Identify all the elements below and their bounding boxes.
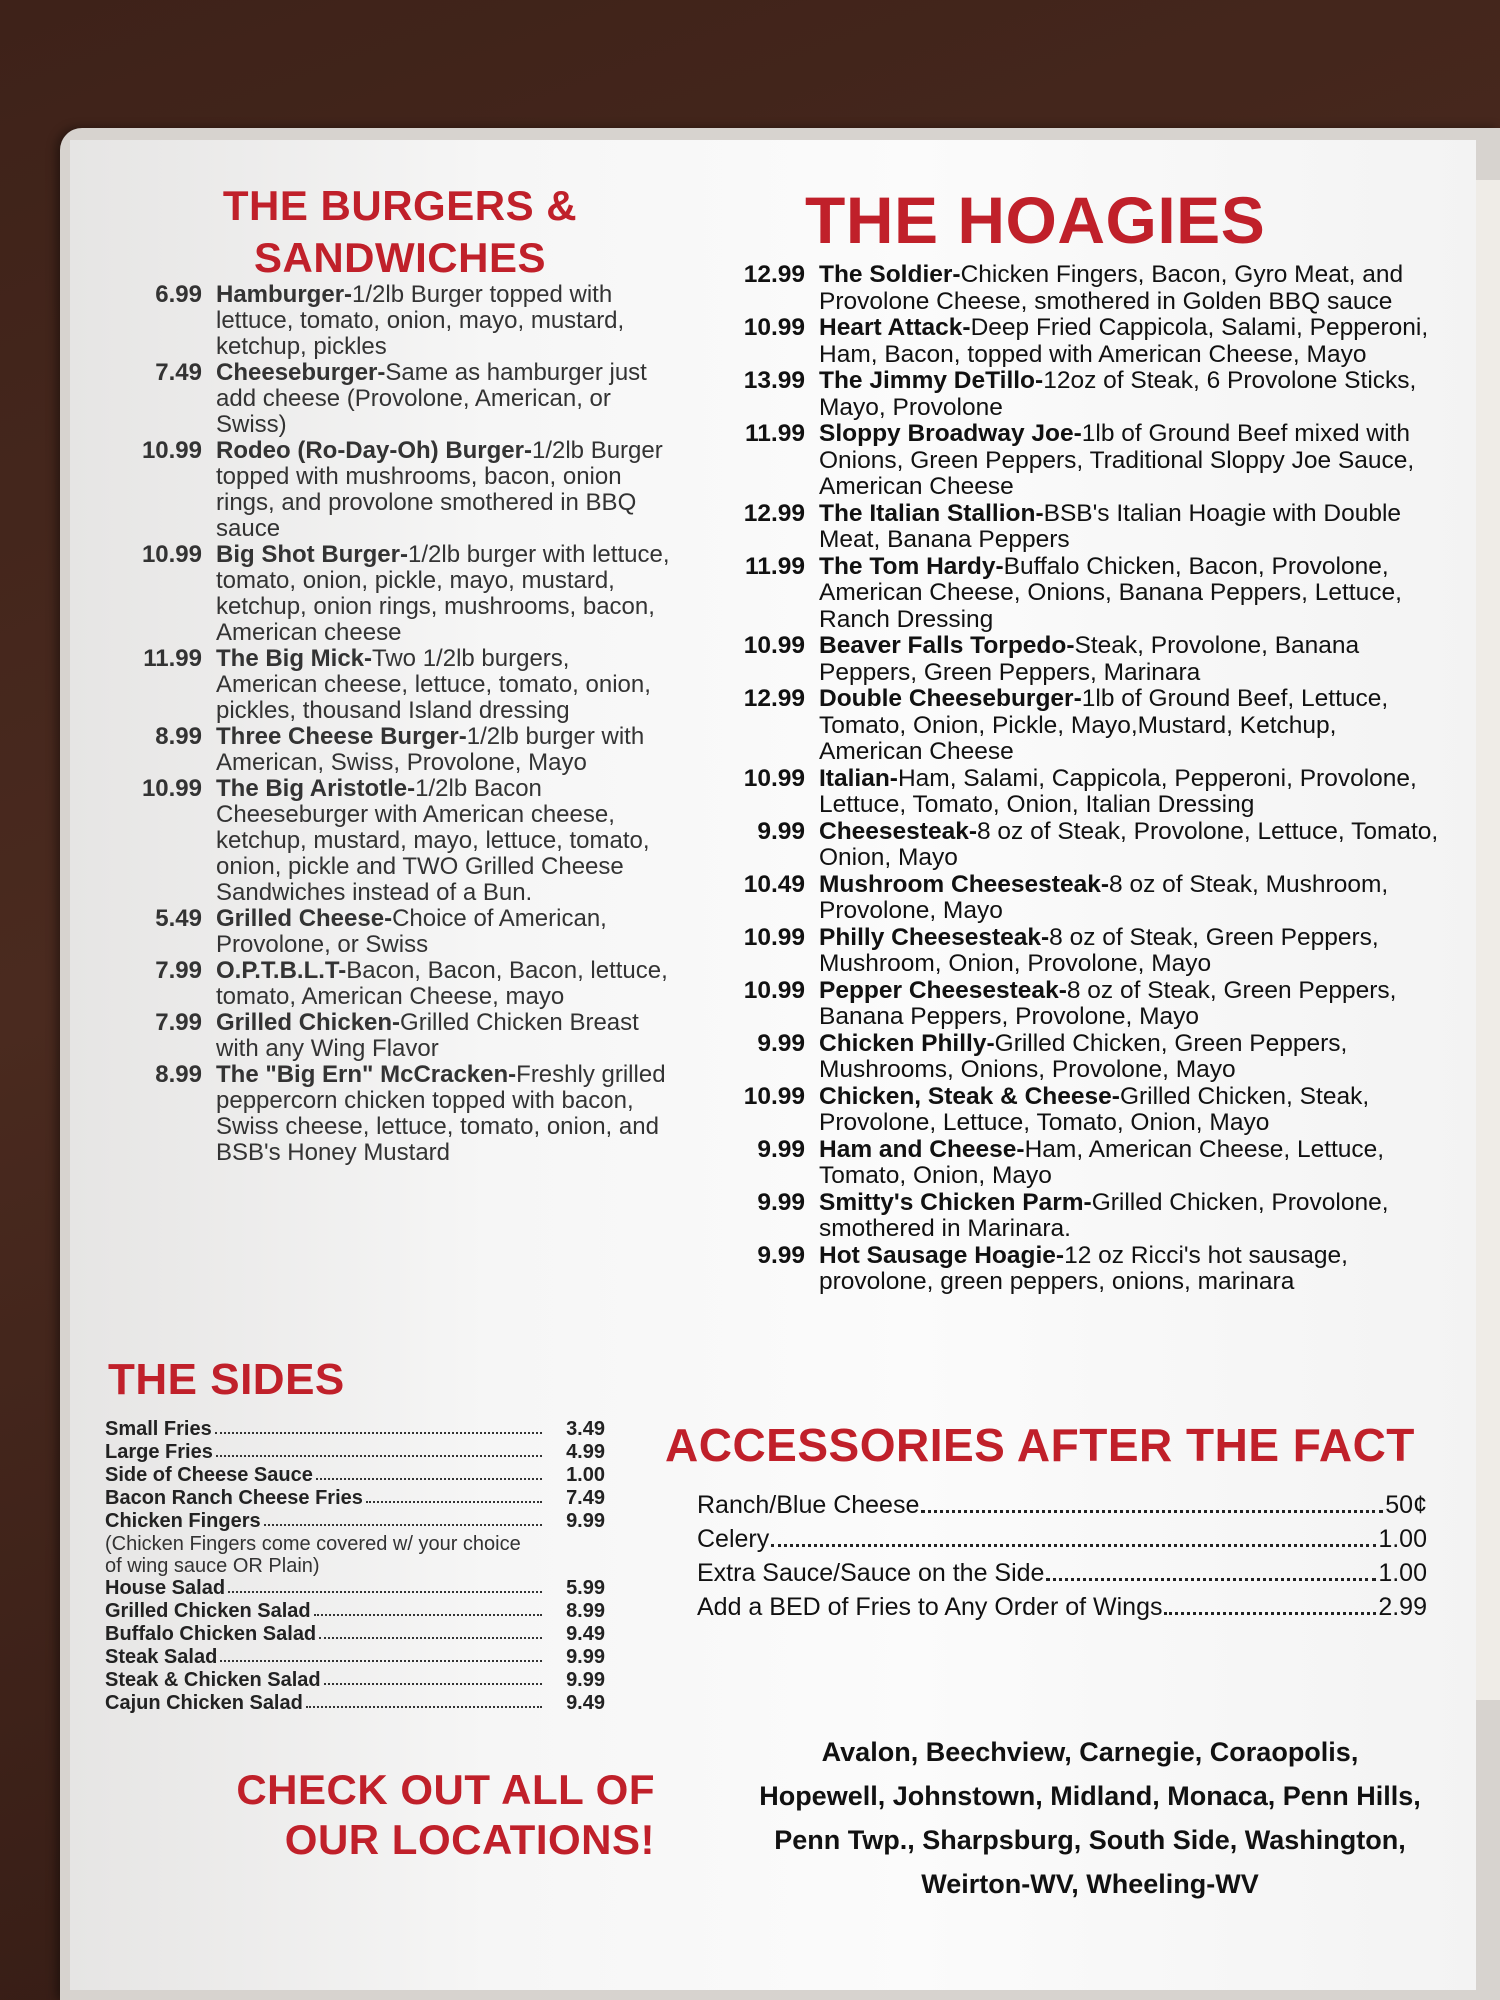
item-description: 1/2lb Burger topped with lettuce, tomato, onion, mayo, mustard, ketchup, pickles	[216, 281, 625, 360]
item-name: Hamburger-	[216, 281, 353, 308]
item-text	[819, 766, 1440, 819]
item-text	[819, 501, 1440, 554]
item-price: 7.49	[155, 359, 202, 386]
item-description: BSB's Italian Hoagie with Double Meat, Banana Peppers	[819, 499, 1402, 553]
item-text	[819, 819, 1440, 872]
item-name: Chicken Philly-	[819, 1029, 995, 1057]
dot-leader	[1164, 1590, 1376, 1615]
side-note: (Chicken Fingers come covered w/ your choice of wing sauce OR Plain)	[105, 1533, 521, 1577]
item-price: 10.99	[743, 314, 805, 341]
item-text	[216, 360, 670, 438]
side-item	[105, 1669, 605, 1692]
item-price: 8.99	[155, 1061, 202, 1088]
item-price: 9.99	[757, 1188, 805, 1216]
menu-item	[110, 542, 670, 646]
item-text	[819, 925, 1440, 978]
item-description: Grilled Chicken, Green Peppers, Mushrooms, Onions, Provolone, Mayo	[819, 1029, 1348, 1083]
item-description: Two 1/2lb burgers, American cheese, lettuce, tomato, onion, pickles, thousand Island dressing	[216, 645, 651, 724]
item-description: Ham, Salami, Cappicola, Pepperoni, Provolone, Lettuce, Tomato, Onion, Italian Dressing	[819, 764, 1417, 818]
menu-item	[720, 872, 1440, 925]
item-description: 8 oz of Steak, Green Peppers, Banana Peppers, Provolone, Mayo	[819, 976, 1397, 1030]
item-text	[216, 906, 670, 958]
menu-item	[720, 1031, 1440, 1084]
item-description: Buffalo Chicken, Bacon, Provolone, American Cheese, Onions, Banana Peppers, Lettuce, Ranch Dressing	[819, 552, 1402, 633]
menu-item	[720, 1190, 1440, 1243]
locations-heading: CHECK OUT ALL OF OUR LOCATIONS!	[236, 1766, 655, 1863]
dot-leader	[316, 1464, 542, 1480]
side-item	[105, 1418, 605, 1441]
dot-leader	[215, 1418, 542, 1434]
item-text	[819, 554, 1440, 634]
item-price: 10.49	[743, 870, 805, 898]
item-description: 1/2lb burger with American, Swiss, Provolone, Mayo	[216, 723, 645, 776]
dot-leader	[314, 1600, 542, 1616]
sides-list	[105, 1418, 605, 1715]
item-name: Heart Attack-	[819, 314, 971, 341]
item-text	[216, 438, 670, 542]
side-price: 1.00	[566, 1464, 605, 1486]
item-name: Sloppy Broadway Joe-	[819, 420, 1082, 447]
item-text	[216, 1010, 670, 1062]
item-description: 1lb of Ground Beef, Lettuce, Tomato, Onion, Pickle, Mayo,Mustard, Ketchup, American Cheese	[819, 685, 1389, 765]
menu-item	[110, 776, 670, 906]
item-price: 12.99	[743, 261, 805, 288]
item-name: The Big Aristotle-	[216, 775, 416, 802]
item-price: 12.99	[743, 685, 805, 712]
burgers-list	[110, 282, 670, 1166]
item-price: 11.99	[745, 552, 805, 580]
item-price: 9.99	[757, 817, 805, 845]
side-item	[105, 1441, 605, 1464]
item-price: 9.99	[757, 1135, 805, 1163]
menu-item	[110, 1010, 670, 1062]
locations-list	[720, 1730, 1460, 1906]
side-price: 3.49	[566, 1418, 605, 1440]
side-price: 4.99	[566, 1441, 605, 1463]
burgers-section-title: THE BURGERS & SANDWICHES	[222, 182, 578, 281]
accessory-price: 1.00	[1378, 1525, 1427, 1553]
side-item	[105, 1577, 605, 1600]
side-price: 5.99	[566, 1577, 605, 1599]
menu-item	[720, 766, 1440, 819]
item-name: The Soldier-	[819, 261, 961, 288]
item-price: 6.99	[155, 281, 202, 308]
item-name: Grilled Cheese-	[216, 905, 393, 932]
item-name: Big Shot Burger-	[216, 541, 408, 568]
item-price: 7.99	[155, 1009, 202, 1036]
menu-item	[720, 315, 1440, 368]
dot-leader	[366, 1487, 542, 1503]
side-price: 9.49	[566, 1623, 605, 1645]
item-price: 12.99	[743, 499, 805, 527]
item-name: Cheesesteak-	[819, 817, 977, 845]
side-item	[105, 1646, 605, 1669]
item-price: 10.99	[743, 923, 805, 951]
item-description: 1/2lb burger with lettuce, tomato, onion, pickle, mayo, mustard, ketchup, onion rings, mushrooms, bacon, American cheese	[216, 541, 670, 646]
side-item	[105, 1487, 605, 1510]
item-text	[819, 368, 1440, 421]
item-name: The Italian Stallion-	[819, 499, 1044, 527]
menu-item	[720, 686, 1440, 766]
item-text	[819, 1137, 1440, 1190]
menu-item	[720, 1084, 1440, 1137]
item-description: Grilled Chicken, Provolone, smothered in Marinara.	[819, 1188, 1389, 1242]
item-name: Grilled Chicken-	[216, 1009, 401, 1036]
location-line: Hopewell, Johnstown, Midland, Monaca, Penn Hills,	[759, 1781, 1421, 1811]
menu-item	[720, 1243, 1440, 1296]
dot-leader	[220, 1646, 542, 1662]
side-name: Side of Cheese Sauce	[105, 1464, 313, 1486]
item-text	[216, 724, 670, 776]
item-text	[216, 1062, 670, 1166]
side-price: 9.99	[566, 1669, 605, 1691]
menu-item	[720, 925, 1440, 978]
menu-item	[110, 646, 670, 724]
item-description: Choice of American, Provolone, or Swiss	[216, 905, 607, 958]
hoagies-list	[720, 262, 1440, 1296]
side-item	[105, 1623, 605, 1646]
item-price: 7.99	[155, 957, 202, 984]
item-description: 8 oz of Steak, Green Peppers, Mushroom, Onion, Provolone, Mayo	[819, 923, 1379, 977]
item-description: Steak, Provolone, Banana Peppers, Green Peppers, Marinara	[819, 632, 1360, 686]
item-price: 9.99	[757, 1241, 805, 1269]
item-description: Same as hamburger just add cheese (Provolone, American, or Swiss)	[216, 359, 647, 438]
item-text	[216, 958, 670, 1010]
item-name: The Jimmy DeTillo-	[819, 367, 1044, 394]
item-description: 8 oz of Steak, Provolone, Lettuce, Tomato, Onion, Mayo	[819, 817, 1439, 871]
item-name: Mushroom Cheesesteak-	[819, 870, 1110, 898]
dot-leader	[216, 1441, 542, 1457]
location-line: Avalon, Beechview, Carnegie, Coraopolis,	[821, 1737, 1359, 1767]
side-name: Steak & Chicken Salad	[105, 1669, 321, 1691]
item-text	[819, 633, 1440, 686]
menu-item	[110, 438, 670, 542]
item-description: Grilled Chicken, Steak, Provolone, Lettuce, Tomato, Onion, Mayo	[819, 1082, 1370, 1136]
item-text	[216, 542, 670, 646]
item-price: 13.99	[743, 367, 805, 394]
menu-item	[110, 906, 670, 958]
side-name: Buffalo Chicken Salad	[105, 1623, 317, 1645]
accessory-item	[697, 1556, 1427, 1590]
side-item	[105, 1692, 605, 1715]
item-description: Chicken Fingers, Bacon, Gyro Meat, and Provolone Cheese, smothered in Golden BBQ sauce	[819, 261, 1404, 315]
item-text	[819, 1084, 1440, 1137]
menu-item	[110, 724, 670, 776]
item-text	[216, 776, 670, 906]
location-line: Weirton-WV, Wheeling-WV	[921, 1869, 1259, 1899]
side-name: Steak Salad	[105, 1646, 218, 1668]
accessory-price: 50¢	[1385, 1491, 1427, 1519]
accessory-price: 1.00	[1378, 1559, 1427, 1587]
item-description: Ham, American Cheese, Lettuce, Tomato, Onion, Mayo	[819, 1135, 1385, 1189]
accessory-name: Extra Sauce/Sauce on the Side	[697, 1559, 1045, 1587]
dot-leader	[264, 1510, 542, 1526]
side-price: 7.49	[566, 1487, 605, 1509]
item-text	[819, 421, 1440, 501]
accessory-name: Add a BED of Fries to Any Order of Wings	[697, 1593, 1163, 1621]
menu-item	[720, 633, 1440, 686]
menu-item	[720, 421, 1440, 501]
accessory-name: Celery	[697, 1525, 770, 1553]
accessory-price: 2.99	[1378, 1593, 1427, 1621]
accessory-name: Ranch/Blue Cheese	[697, 1491, 920, 1519]
item-price: 9.99	[757, 1029, 805, 1057]
item-description: 1lb of Ground Beef mixed with Onions, Green Peppers, Traditional Sloppy Joe Sauce, American Cheese	[819, 420, 1415, 500]
menu-item	[110, 958, 670, 1010]
item-name: Smitty's Chicken Parm-	[819, 1188, 1092, 1216]
item-price: 11.99	[745, 420, 805, 447]
dot-leader	[306, 1692, 542, 1708]
item-name: O.P.T.B.L.T-	[216, 957, 347, 984]
menu-item	[110, 282, 670, 360]
item-text	[819, 1031, 1440, 1084]
item-price: 11.99	[143, 645, 202, 672]
item-text	[819, 1190, 1440, 1243]
item-name: Hot Sausage Hoagie-	[819, 1241, 1065, 1269]
accessory-item	[697, 1522, 1427, 1556]
menu-item	[110, 360, 670, 438]
side-price: 9.99	[566, 1646, 605, 1668]
item-name: Three Cheese Burger-	[216, 723, 467, 750]
item-text	[216, 282, 670, 360]
item-name: Pepper Cheesesteak-	[819, 976, 1067, 1004]
item-description: 8 oz of Steak, Mushroom, Provolone, Mayo	[819, 870, 1389, 924]
side-item	[105, 1510, 605, 1533]
dot-leader	[921, 1488, 1383, 1513]
item-name: Chicken, Steak & Cheese-	[819, 1082, 1120, 1110]
item-price: 10.99	[743, 976, 805, 1004]
sides-section-title: THE SIDES	[108, 1355, 345, 1404]
item-name: Philly Cheesesteak-	[819, 923, 1050, 951]
menu-item	[720, 368, 1440, 421]
menu-item	[720, 501, 1440, 554]
side-price: 9.49	[566, 1692, 605, 1714]
item-price: 10.99	[141, 437, 202, 464]
item-text	[819, 1243, 1440, 1296]
side-name: Grilled Chicken Salad	[105, 1600, 311, 1622]
item-price: 10.99	[743, 632, 805, 659]
item-description: Deep Fried Cappicola, Salami, Pepperoni, Ham, Bacon, topped with American Cheese, Mayo	[819, 314, 1429, 368]
item-text	[819, 315, 1440, 368]
item-name: Rodeo (Ro-Day-Oh) Burger-	[216, 437, 532, 464]
side-price: 8.99	[566, 1600, 605, 1622]
dot-leader	[1046, 1556, 1376, 1581]
menu-item	[110, 1062, 670, 1166]
item-price: 10.99	[743, 764, 805, 792]
item-name: The "Big Ern" McCracken-	[216, 1061, 517, 1088]
item-price: 5.49	[155, 905, 202, 932]
item-description: Freshly grilled peppercorn chicken topped with bacon, Swiss cheese, lettuce, tomato, onion, and BSB's Honey Mustard	[216, 1061, 666, 1166]
item-name: Ham and Cheese-	[819, 1135, 1025, 1163]
side-name: Chicken Fingers	[105, 1510, 261, 1532]
menu-item	[720, 1137, 1440, 1190]
item-price: 8.99	[155, 723, 202, 750]
item-description: 12 oz Ricci's hot sausage, provolone, green peppers, onions, marinara	[819, 1241, 1348, 1295]
item-description: 1/2lb Bacon Cheeseburger with American cheese, ketchup, mustard, mayo, lettuce, tomato, onion, pickle and TWO Grilled Cheese Sandwiches instead of a Bun.	[216, 775, 650, 906]
accessories-list	[697, 1488, 1427, 1624]
side-name: Large Fries	[105, 1441, 213, 1463]
dot-leader	[228, 1577, 542, 1593]
dot-leader	[771, 1522, 1376, 1547]
side-item	[105, 1600, 605, 1623]
accessories-section-title: ACCESSORIES AFTER THE FACT	[665, 1419, 1415, 1471]
item-name: Double Cheeseburger-	[819, 685, 1082, 712]
menu-item	[720, 819, 1440, 872]
hoagies-section-title: THE HOAGIES	[805, 183, 1266, 257]
item-description: 12oz of Steak, 6 Provolone Sticks, Mayo, Provolone	[819, 367, 1417, 421]
location-line: Penn Twp., Sharpsburg, South Side, Washington,	[774, 1825, 1406, 1855]
item-text	[819, 686, 1440, 766]
dot-leader	[319, 1623, 542, 1639]
item-text	[819, 978, 1440, 1031]
accessory-item	[697, 1488, 1427, 1522]
item-name: The Tom Hardy-	[819, 552, 1004, 580]
side-name: Small Fries	[105, 1418, 212, 1440]
item-description: Grilled Chicken Breast with any Wing Flavor	[216, 1009, 639, 1062]
item-name: Italian-	[819, 764, 898, 792]
item-name: The Big Mick-	[216, 645, 373, 672]
item-price: 10.99	[141, 541, 202, 568]
item-text	[819, 262, 1440, 315]
item-name: Beaver Falls Torpedo-	[819, 632, 1075, 659]
side-price: 9.99	[566, 1510, 605, 1532]
menu-item	[720, 262, 1440, 315]
item-text	[216, 646, 670, 724]
dot-leader	[324, 1669, 542, 1685]
item-description: 1/2lb Burger topped with mushrooms, bacon, onion rings, and provolone smothered in BBQ sauce	[216, 437, 663, 542]
side-name: House Salad	[105, 1577, 226, 1599]
side-item	[105, 1464, 605, 1487]
item-price: 10.99	[743, 1082, 805, 1110]
side-name: Cajun Chicken Salad	[105, 1692, 303, 1714]
item-price: 10.99	[141, 775, 202, 802]
item-name: Cheeseburger-	[216, 359, 386, 386]
menu-item	[720, 978, 1440, 1031]
side-name: Bacon Ranch Cheese Fries	[105, 1487, 363, 1509]
menu-item	[720, 554, 1440, 634]
item-text	[819, 872, 1440, 925]
item-description: Bacon, Bacon, Bacon, lettuce, tomato, American Cheese, mayo	[216, 957, 668, 1010]
accessory-item	[697, 1590, 1427, 1624]
